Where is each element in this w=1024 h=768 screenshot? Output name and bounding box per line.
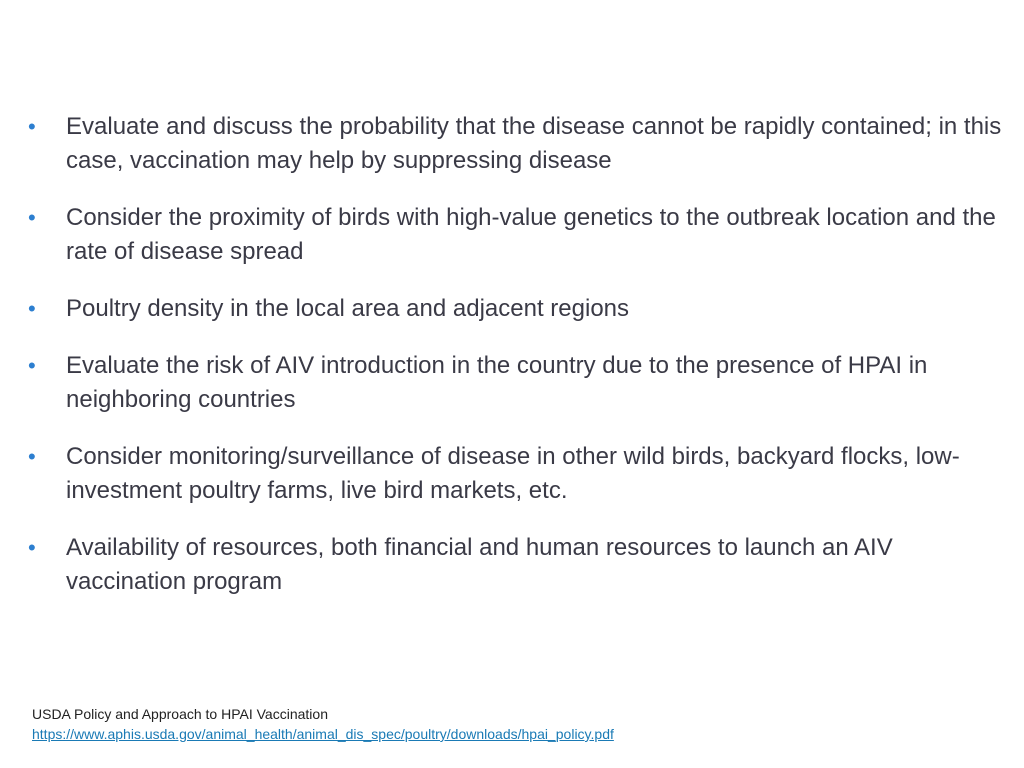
bullet-list bbox=[28, 110, 1008, 622]
bullet-item-1 bbox=[28, 110, 1008, 178]
bullet-item-5 bbox=[28, 440, 1008, 508]
source-title: USDA Policy and Approach to HPAI Vaccination bbox=[32, 706, 328, 722]
bullet-item-3 bbox=[28, 292, 1008, 326]
bullet-text-5: Consider monitoring/surveillance of disease in other wild birds, backyard flocks, low-investment poultry farms, live bird markets, etc. bbox=[66, 443, 960, 504]
bullet-text-3: Poultry density in the local area and adjacent regions bbox=[66, 295, 630, 322]
source-link[interactable]: https://www.aphis.usda.gov/animal_health/animal_dis_spec/poultry/downloads/hpai_policy.pdf bbox=[32, 726, 614, 742]
bullet-icon: • bbox=[28, 296, 36, 321]
bullet-icon: • bbox=[28, 114, 36, 139]
bullet-text-1: Evaluate and discuss the probability that the disease cannot be rapidly contained; in this case, vaccination may help by suppressing disease bbox=[66, 113, 1002, 174]
bullet-icon: • bbox=[28, 353, 36, 378]
bullet-item-2 bbox=[28, 201, 1008, 269]
bullet-text-4: Evaluate the risk of AIV introduction in the country due to the presence of HPAI in neighboring countries bbox=[66, 352, 928, 413]
bullet-icon: • bbox=[28, 535, 36, 560]
bullet-item-4 bbox=[28, 349, 1008, 417]
source-citation bbox=[32, 704, 614, 744]
bullet-icon: • bbox=[28, 444, 36, 469]
bullet-icon: • bbox=[28, 205, 36, 230]
bullet-text-2: Consider the proximity of birds with high-value genetics to the outbreak location and the rate of disease spread bbox=[66, 204, 996, 265]
bullet-text-6: Availability of resources, both financial and human resources to launch an AIV vaccination program bbox=[66, 534, 893, 595]
bullet-item-6 bbox=[28, 531, 1008, 599]
